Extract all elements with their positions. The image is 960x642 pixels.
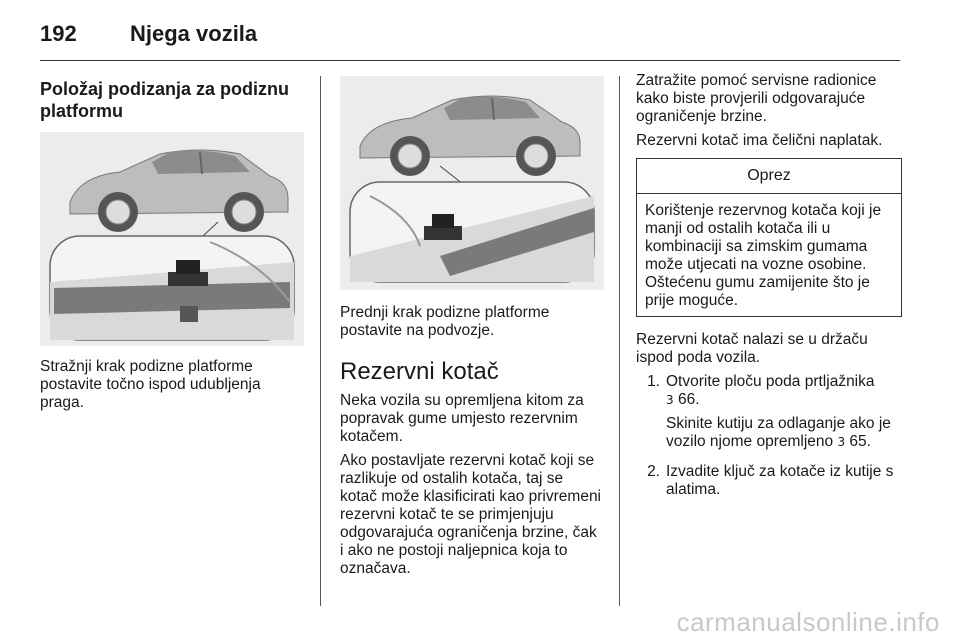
spare-wheel-heading: Rezervni kotač — [340, 358, 499, 385]
step-number: 2. — [647, 463, 660, 480]
page-header — [40, 14, 257, 54]
lift-position-heading: Položaj podizanja za podiznu platformu — [40, 79, 290, 121]
chapter-title: Njega vozila — [130, 21, 258, 46]
service-paragraph: Zatražite pomoć servisne radionice kako biste provjerili odgovarajuće ograničenje brzine. — [636, 72, 877, 125]
caution-text: Korištenje rezervnog kotača koji je manji od ostalih kotača ili u kombinaciji sa zimskim gumama može utjecati na vozne osobine. Oštećenu gumu zamijenite što je prije moguće. — [645, 202, 882, 309]
rear-lift-caption: Stražnji krak podizne platforme postavite točno ispod udubljenja praga. — [40, 358, 261, 411]
step-number: 1. — [647, 373, 660, 390]
column-divider-1 — [320, 76, 321, 606]
reference-arrow-icon: 3 — [666, 393, 674, 407]
column-1 — [40, 72, 304, 418]
caution-box — [636, 158, 902, 317]
spare-wheel-paragraph-2: Ako postavljate rezervni kotač koji se razlikuje od ostalih kotača, taj se kotač može klasificirati kao privremeni rezervni kotač te se primjenjuju odgovarajuća ograničenja brzine, čak i ako ne postoji naljepnica koja to označava. — [340, 452, 602, 577]
header-rule — [40, 60, 900, 61]
page-reference-link[interactable]: 65. — [849, 433, 871, 450]
page-number: 192 — [40, 21, 77, 46]
steel-rim-paragraph: Rezervni kotač ima čelični naplatak. — [636, 132, 883, 149]
column-3 — [636, 72, 902, 511]
list-item — [636, 463, 902, 505]
step-text: Izvadite ključ za kotače iz kutije s alatima. — [666, 463, 894, 498]
front-lift-caption: Prednji krak podizne platforme postavite na podvozje. — [340, 304, 550, 339]
rear-lift-illustration — [40, 132, 304, 346]
column-2 — [340, 72, 604, 584]
reference-arrow-icon: 3 — [837, 435, 846, 449]
step-subtext: Skinite kutiju za odlaganje ako je vozilo njome opremljeno — [666, 415, 891, 450]
spare-location-paragraph: Rezervni kotač nalazi se u držaču ispod poda vozila. — [636, 331, 868, 366]
page-reference-link[interactable]: 66. — [677, 391, 700, 408]
step-text: Otvorite ploču poda prtljažnika — [666, 373, 875, 390]
steps-list — [636, 373, 902, 505]
caution-title: Oprez — [637, 159, 901, 194]
front-lift-illustration — [340, 76, 604, 290]
column-divider-2 — [619, 76, 620, 606]
watermark: carmanualsonline.info — [676, 607, 940, 637]
list-item — [636, 373, 902, 457]
spare-wheel-paragraph-1: Neka vozila su opremljena kitom za popravak gume umjesto rezervnim kotačem. — [340, 392, 584, 445]
